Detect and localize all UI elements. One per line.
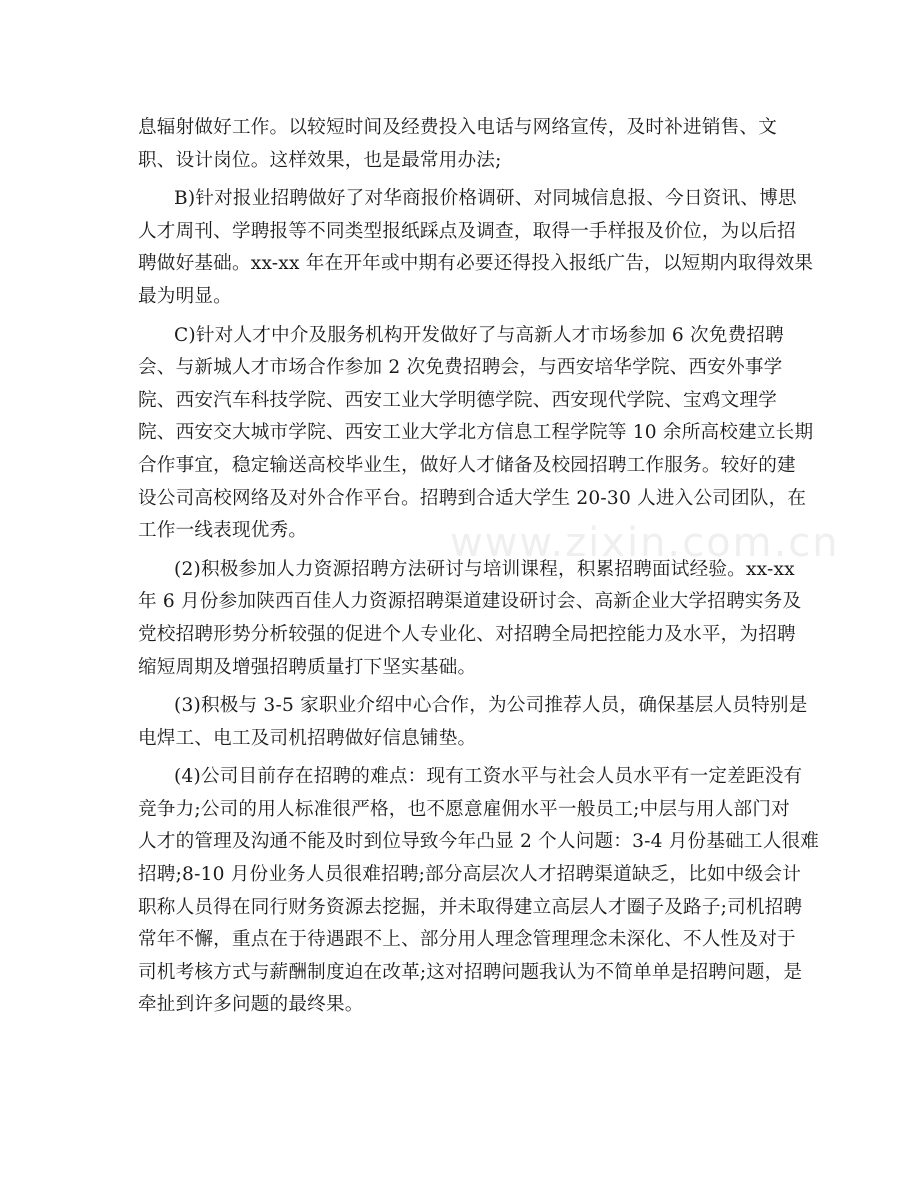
paragraph-2-start: (2)积极参加人力资源招聘方法研讨与培训课程，积累招聘面试经验。xx-xx <box>174 558 795 580</box>
text-line: 党校招聘形势分析较强的促进个人专业化、对招聘全局把控能力及水平，为招聘 <box>138 623 796 645</box>
paragraph-c-start: C)针对人才中介及服务机构开发做好了与高新人才市场参加 6 次免费招聘 <box>174 324 784 346</box>
text-line: 年 6 月份参加陕西百佳人力资源招聘渠道建设研讨会、高新企业大学招聘实务及 <box>138 591 802 613</box>
text-line: 息辐射做好工作。以较短时间及经费投入电话与网络宣传，及时补进销售、文 <box>138 117 777 138</box>
watermark-text: www.zixin.com.cn <box>450 520 840 566</box>
text-line: 牵扯到许多问题的最终果。 <box>138 994 364 1016</box>
text-line: 院、西安交大城市学院、西安工业大学北方信息工程学院等 10 余所高校建立长期 <box>138 422 814 444</box>
text-line: 招聘;8-10 月份业务人员很难招聘;部分高层次人才招聘渠道缺乏，比如中级会计 <box>138 864 802 886</box>
text-line: 缩短周期及增强招聘质量打下坚实基础。 <box>138 656 477 678</box>
paragraph-3-start: (3)积极与 3-5 家职业介绍中心合作，为公司推荐人员，确保基层人员特别是 <box>174 695 808 717</box>
text-line: 院、西安汽车科技学院、西安工业大学明德学院、西安现代学院、宝鸡文理学 <box>138 389 777 411</box>
text-line: 合作事宜，稳定输送高校毕业生，做好人才储备及校园招聘工作服务。较好的建 <box>138 454 796 476</box>
document-body <box>138 112 820 1022</box>
text-line: 人才的管理及沟通不能及时到位导致今年凸显 2 个人问题：3-4 月份基础工人很难 <box>138 831 820 853</box>
text-line: 职称人员得在同行财务资源去挖掘，并未取得建立高层人才圈子及路子;司机招聘 <box>138 896 803 918</box>
text-line: 常年不懈，重点在于待遇跟不上、部分用人理念管理理念未深化、不人性及对于 <box>138 929 796 951</box>
text-line: 竞争力;公司的用人标准很严格，也不愿意雇佣水平一般员工;中层与用人部门对 <box>138 798 790 820</box>
text-line: 电焊工、电工及司机招聘做好信息铺垫。 <box>138 727 477 749</box>
text-line: 设公司高校网络及对外合作平台。招聘到合适大学生 20-30 人进入公司团队，在 <box>138 487 807 509</box>
paragraph-4-start: (4)公司目前存在招聘的难点：现有工资水平与社会人员水平有一定差距没有 <box>174 766 803 788</box>
text-line: 最为明显。 <box>138 285 232 307</box>
paragraph-b-start: B)针对报业招聘做好了对华商报价格调研、对同城信息报、今日资讯、博思 <box>174 188 797 210</box>
text-line: 人才周刊、学聘报等不同类型报纸踩点及调查，取得一手样报及价位，为以后招 <box>138 220 796 242</box>
text-line: 聘做好基础。xx-xx 年在开年或中期有必要还得投入报纸广告，以短期内取得效果 <box>138 253 814 275</box>
text-line: 工作一线表现优秀。 <box>138 520 308 542</box>
text-line: 司机考核方式与薪酬制度迫在改革;这对招聘问题我认为不简单单是招聘问题，是 <box>138 961 803 983</box>
text-line: 职、设计岗位。这样效果，也是最常用办法; <box>138 149 502 171</box>
text-line: 会、与新城人才市场合作参加 2 次免费招聘会，与西安培华学院、西安外事学 <box>138 357 783 379</box>
